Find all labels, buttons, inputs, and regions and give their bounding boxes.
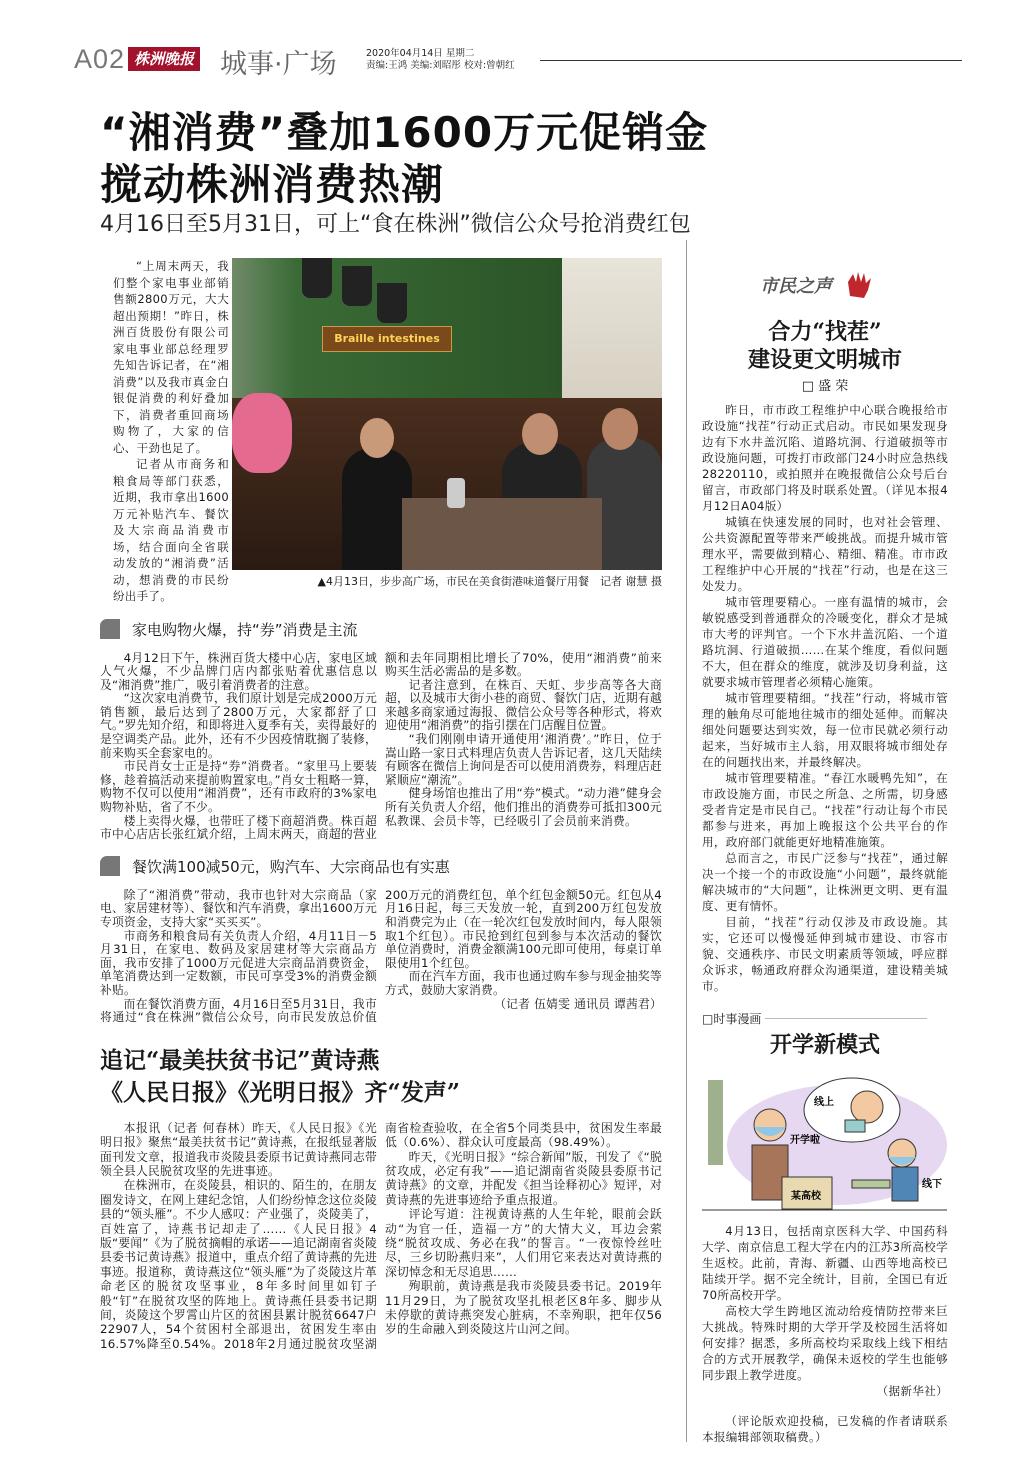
paragraph: 评论写道：注视黄诗燕的人生年轮，眼前会跃动“为官一任，造福一方”的大情大义，耳边会萦绕“脱贫攻成、务必在我”的誓言。“一夜惊怜丝吐尽，三乡切盼燕归来”，人们用它来表达对黄诗燕的深切悼念和无尽追思…… [385, 1207, 662, 1279]
paragraph: 目前，“找茬”行动仅涉及市政设施。其实，它还可以慢慢延伸到城市建设、市容市貌、交通秩序、市民文明素质等领域，呼应群众诉求，畅通政府群众沟通渠道，建设精美城市。 [702, 915, 948, 993]
section-heading-2 [100, 856, 662, 877]
cartoon-section-label [702, 1010, 927, 1027]
submission-note [702, 1413, 948, 1445]
header-rule [540, 60, 962, 61]
intro-paragraph: 记者从市商务和粮食局等部门获悉，近期，我市拿出1600万元补贴汽车、餐饮及大宗商品消费市场，结合面向全省联动发放的“湘消费”活动，想消费的市民纷纷出手了。 [113, 457, 229, 603]
paragraph: 4月12日下午，株洲百货大楼中心店，家电区域人气火爆，不少品牌门店内都张贴着优惠信息以及“湘消费”推广，吸引着消费者的注意。 [100, 650, 377, 692]
section2-columns [100, 889, 662, 1025]
paragraph: 昨日，市市政工程维护中心联合晚报给市政设施“找茬”行动正式启动。市民如果发现身边有下水井盖沉陷、道路坑洞、行道破损等市政设施问题，可拨打市政部门24小时应急热线28220110，或拍照并在晚报微信公众号后台留言，市政部门将及时联系处置。（详见本报4月12日A04版） [702, 403, 948, 513]
raised-hand-icon [844, 268, 878, 298]
section-marker-icon [100, 856, 120, 876]
story2-headline [100, 1045, 662, 1109]
paragraph: 在株洲市，在炎陵县，相识的、陌生的，在朋友圈发诗文，在网上建纪念馆，人们纷纷悼念这位炎陵县的“领头雁”。不少人感叹：产业强了，炎陵美了，百姓富了，诗燕书记却走了……《人民日报》4版“要闻”《为了脱贫摘帽的承诺——追记湖南省炎陵县委书记黄诗燕》报道中，重点介绍了黄诗燕的先进事迹。报道称，黄诗燕这位“领头雁”为了炎陵这片革命老区的脱贫攻坚事业，8年多时间里如钉子般“钉”在脱贫攻坚的阵地上。黄诗燕任县委书记期间，炎陵这个罗霄山片区的贫困县累计脱贫6647户22907人，54个贫困村全部退出，贫困发生率由16.57%降至0.54%。2018年2月通过脱贫攻坚湖南省检查验收，在全省5个同类县中，贫困发生率最低（0.6%）、群众认可度最高（98.49%）。 [100, 1120, 662, 1351]
paragraph: 记者注意到，在株百、天虹、步步高等各大商超，以及城市大街小巷的商贸、餐饮门店，近期有越来越多商家通过海报、微信公众号等各种形式，将欢迎使用“湘消费”的指引摆在门店醒目位置。 [385, 677, 662, 733]
paragraph: “我们刚刚申请开通使用‘湘消费’。”昨日，位于嵩山路一家日式料理店负责人告诉记者，这几天陆续有顾客在微信上询问是否可以使用消费券，料理店赶紧顺应“潮流”。 [385, 732, 662, 787]
restaurant-sign: Braille intestines [322, 326, 452, 352]
lead-intro [113, 258, 229, 605]
section1-columns [100, 652, 662, 842]
paragraph: 城市管理要精准。“春江水暖鸭先知”，在市政设施方面，市民之所急、之所需，切身感受者肯定是市民自己。“找茬”行动让每个市民都参与进来，再加上晚报这个公共平台的作用，政府部门就能更好地精准施策。 [702, 771, 948, 849]
submission-note-text: （评论版欢迎投稿，已发稿的作者请联系本报编辑部领取稿费。） [702, 1414, 948, 1444]
paragraph: 总而言之，市民广泛参与“找茬”，通过解决一个接一个的市政设施“小问题”，最终就能解决城市的“大问题”，让株洲更文明、更有温度、更有情怀。 [702, 851, 948, 913]
cartoon-illustration [702, 1065, 947, 1215]
issue-date: 2020年04月14日 星期二 [366, 48, 475, 59]
label-rule [765, 1018, 927, 1019]
paragraph: 城镇在快速发展的同时，也对社会管理、公共资源配置等带来严峻挑战。而提升城市管理水平，需要做到精心、精细、精准。市市政工程维护中心开展的“找茬”行动，也是在这三处发力。 [702, 515, 948, 593]
restaurant-photo [232, 258, 662, 570]
opinion-title-line1: 合力“找茬” [768, 319, 882, 345]
paragraph: 昨天，《光明日报》“综合新闻”版，刊发了《“脱贫攻成，必定有我”——追记湖南省炎陵县委原书记黄诗燕》的文章，并配发《担当诠释初心》短评，对黄诗燕的先进事迹给予重点报道。 [385, 1149, 662, 1207]
right-content [702, 272, 948, 1445]
section-heading-text: 家电购物火爆，持“券”消费是主流 [132, 620, 358, 639]
opinion-author: □ 盛 荣 [801, 379, 849, 394]
paragraph: “这次家电消费节，我们原计划是完成2000万元销售额，最后达到了2800万元，大家都舒了口气。”罗先知介绍，和即将进入夏季有关，卖得最好的是空调类产品。此外，还有不少因疫情耽搁了装修，前来购买全套家电的。 [100, 691, 377, 760]
paragraph: 楼上卖得火爆，也带旺了楼下商超消费。株百超市中心店店长张红斌介绍，上周末两天，商超的营业额和去年同期相比增长了70%，使用“湘消费”前来购买生活必需品的是多数。 [100, 650, 662, 842]
blackboard [708, 1080, 723, 1165]
staff-credits: 责编:王鸿 美编:刘昭彤 校对:曾朝红 [366, 60, 515, 71]
paragraph: 4月13日，包括南京医科大学、中国药科大学、南京信息工程大学在内的江苏3所高校学生返校。此前，青海、新疆、山西等地高校已陆续开学。据不完全统计，目前，全国已有近70所高校开学。 [702, 1224, 948, 1302]
cartoon-label-online: 线上 [814, 1097, 834, 1108]
lead-headline-line2: 搅动株洲消费热潮 [100, 160, 445, 209]
section-marker-icon [100, 619, 120, 639]
cartoon-body [702, 1223, 948, 1399]
section-heading-text: 餐饮满100减50元，购汽车、大宗商品也有实惠 [132, 857, 450, 876]
lead-subtitle: 4月16日至5月31日，可上“食在株洲”微信公众号抢消费红包 [100, 212, 691, 237]
photo-block [232, 258, 662, 589]
logo-text: 市民之声 [760, 276, 832, 297]
newspaper-logo: 株洲晚报 [128, 47, 200, 71]
paragraph: 本报讯（记者 何春林）昨天，《人民日报》《光明日报》聚焦“最美扶贫书记”黄诗燕，在报纸显著版面刊发文章，报道我市炎陵县委原书记黄诗燕同志带领全县人民脱贫攻坚的先进事迹。 [100, 1120, 377, 1178]
issue-meta [366, 48, 515, 72]
cartoon-label-text: □时事漫画 [702, 1012, 762, 1026]
page-number: A02 [74, 44, 126, 74]
paragraph: 城市管理要精心。一座有温情的城市，会敏锐感受到普通群众的冷暖变化，群众才是城市大考的评判官。一个下水井盖沉陷、一个道路坑洞、行道破损……在某个维度，看似问题不大，但在群众的维度，就涉及切身利益，这就要求城市管理者必须精心施策。 [702, 595, 948, 689]
lead-top-row [100, 258, 662, 605]
citizen-voice-logo [760, 272, 880, 302]
byline: （记者 伍婧雯 通讯员 谭茜君） [494, 996, 662, 1011]
cartoon-label-offline: 线下 [922, 1179, 942, 1190]
cartoon-title: 开学新模式 [769, 1032, 880, 1058]
paragraph: 城市管理要精细。“找茬”行动，将城市管理的触角尽可能地往城市的细处延伸。而解决细处问题要达到实效，每一位市民就必须行动起来，当好城市主人翁，用双眼将城市细处存在的问题找出来，并最终解决。 [702, 691, 948, 769]
paragraph: 高校大学生跨地区流动给疫情防控带来巨大挑战。特殊时期的大学开学及校园生活将如何安排？据悉，多所高校均采取线上线下相结合的方式开展教学，确保未返校的学生也能够同步跟上教学进度。 [702, 1304, 948, 1382]
opinion-body [702, 402, 948, 994]
paragraph: 市民肖女士正是持“券”消费者。“家里马上要装修，趁着搞活动来提前购置家电。”肖女士粗略一算，购物不仅可以使用“湘消费”，还有市政府的3%家电购物补贴，省了不少。 [100, 759, 377, 815]
story2-columns [100, 1121, 662, 1352]
opinion-title-line2: 建设更文明城市 [747, 347, 902, 373]
column-divider [686, 240, 687, 1442]
paragraph: 除了“湘消费”带动，我市也针对大宗商品（家电、家居建材等）、餐饮和汽车消费，拿出1600万元专项资金，支持大家“买买买”。 [100, 887, 377, 929]
intro-paragraph: “上周末两天，我们整个家电事业部销售额2800万元，大大超出预期！”昨日，株洲百货股份有限公司家电事业部总经理罗先知告诉记者，在“湘消费”以及我市真金白银促消费的利好叠加下，消费者重回商场购物了，大家的信心、干劲也足了。 [113, 259, 229, 455]
paragraph: 殉职前，黄诗燕是我市炎陵县委书记。2019年11月29日，为了脱贫攻坚扎根老区8年多、脚步从未停歇的黄诗燕突发心脏病，不幸殉职，把年仅56岁的生命融入到炎陵这片山河之间。 [385, 1279, 662, 1337]
paragraph: 而在汽车方面，我市也通过购车参与现金抽奖等方式，鼓励大家消费。 [385, 969, 662, 997]
paragraph: 健身场馆也推出了用“券”模式。“动力港”健身会所有关负责人介绍，他们推出的消费券可抵扣300元私教课、会员卡等，已经吸引了会员前来消费。 [385, 786, 662, 828]
lead-headline-line1: “湘消费”叠加1600万元促销金 [100, 108, 709, 157]
story2-headline-line2: 《人民日报》《光明日报》齐“发声” [100, 1078, 460, 1106]
paragraph: 市商务和粮食局有关负责人介绍，4月11日－5月31日，在家电、数码及家居建材等大宗商品方面，我市安排了1000万元促进大宗商品消费资金，单笔消费达到一定数额，市民可享受3%的消费金额补贴。 [100, 928, 377, 997]
story2-headline-line1: 追记“最美扶贫书记”黄诗燕 [100, 1046, 380, 1074]
cartoon-label-school: 某高校 [791, 1191, 821, 1202]
section-name: 城事·广场 [220, 49, 337, 80]
left-content [100, 258, 662, 1351]
paragraph: 而在餐饮消费方面，4月16日至5月31日，我市将通过“食在株洲”微信公众号，向市民发放总价值200万元的消费红包，单个红包金额50元。红包从4月16日起，每三天发放一轮，直到200万红包发放和消费完为止（在一轮次红包发放时间内，每人限领取1个红包）。市民抢到红包到参与本次活动的餐饮单位消费时，消费金额满100元即可使用，每桌订单限使用1个红包。 [100, 887, 662, 1025]
photo-caption: ▲4月13日，步步高广场，市民在美食街港味道餐厅用餐 记者 谢慧 摄 [317, 575, 662, 588]
section-heading-1 [100, 619, 662, 640]
cartoon-label-start: 开学啦 [790, 1135, 820, 1146]
source-credit: （据新华社） [876, 1384, 948, 1398]
